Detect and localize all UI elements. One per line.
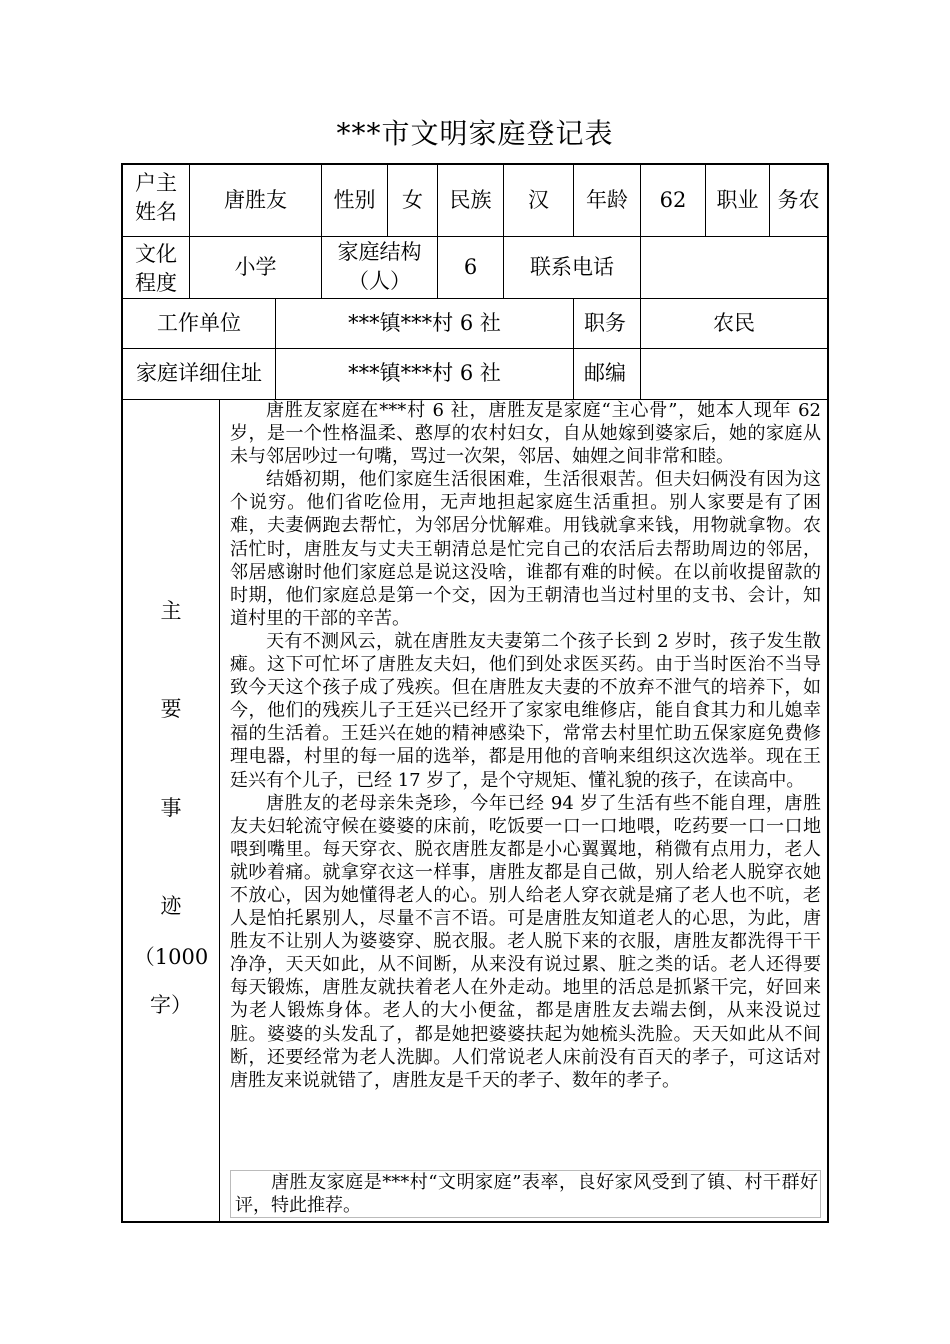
phone-value [641, 236, 827, 298]
deeds-side-label [123, 399, 220, 1223]
occupation-value: 务农 [777, 188, 820, 212]
row-workplace [123, 298, 827, 349]
deeds-label-char-3: 事 [160, 796, 182, 820]
family-size-label-line1: 家庭结构 [337, 240, 422, 264]
family-size-label [322, 236, 438, 298]
head-name-label-line2: 姓名 [135, 200, 177, 224]
gender-label: 性别 [322, 165, 388, 236]
row-address [123, 348, 827, 400]
deeds-label-char-2: 要 [160, 697, 182, 721]
deeds-paragraph: 唐胜友的老母亲朱尧珍，今年已经 94 岁了生活有些不能自理，唐胜友夫妇轮流守候在婆婆的床前，吃饭要一口一口地喂，吃药要一口一口地喂到嘴里。每天穿衣、脱衣唐胜友都是小心翼翼地，稍微有点用力，老人就吵着痛。就拿穿衣这一样事，唐胜友都是自己做，别人给老人脱穿衣她不放心，因为她懂得老人的心。别人给老人穿衣就是痛了老人也不吭，老人是怕托累别人，尽量不言不语。可是唐胜友知道老人的心思，为此，唐胜友不让别人为婆婆穿、脱衣服。老人脱下来的衣服，唐胜友都洗得干干净净，天天如此，从不间断，从来没有说过累、脏之类的话。老人还得要每天锻炼，唐胜友就扶着老人在外走动。地里的活总是抓紧干完，好回来为老人锻炼身体。老人的大小便盆，都是唐胜友去端去倒，从来没说过脏。婆婆的头发乱了，都是她把婆婆扶起为她梳头洗脸。天天如此从不间断，还要经常为老人洗脚。人们常说老人床前没有百天的孝子，可这话对唐胜友来说就错了，唐胜友是千天的孝子、数年的孝子。 [230, 792, 821, 1091]
age-label: 年龄 [574, 165, 641, 236]
head-name-label [123, 165, 190, 236]
deeds-paragraph: 唐胜友家庭在***村 6 社，唐胜友是家庭“主心骨”，她本人现年 62 岁，是一个性格温柔、憨厚的农村妇女，自从她嫁到婆家后，她的家庭从未与邻居吵过一句嘴，骂过一次架，邻居、妯娌之间非常和睦。 [230, 400, 821, 468]
postcode-label: 邮编 [574, 348, 641, 399]
postcode-value [641, 348, 827, 399]
phone-label: 联系电话 [504, 236, 641, 298]
ethnicity-label: 民族 [438, 165, 504, 236]
workplace-value: ***镇***村 6 社 [276, 298, 574, 348]
gender-value: 女 [388, 165, 438, 236]
ethnicity-value: 汉 [504, 165, 574, 236]
row-education [123, 236, 827, 299]
deeds-label-unit: 字） [150, 993, 192, 1017]
workplace-label: 工作单位 [123, 298, 276, 348]
education-label-line2: 程度 [135, 271, 177, 295]
education-label [123, 236, 190, 298]
occupation-label: 职业 [706, 165, 770, 236]
deeds-label-char-1: 主 [160, 599, 182, 623]
deeds-text [220, 399, 827, 1159]
deeds-label-count: （1000 [133, 945, 209, 969]
page-title: ***市文明家庭登记表 [336, 117, 614, 150]
address-label: 家庭详细住址 [123, 348, 276, 399]
deeds-label-char-4: 迹 [160, 894, 182, 918]
deeds-paragraph: 天有不测风云，就在唐胜友夫妻第二个孩子长到 2 岁时，孩子发生散瘫。这下可忙坏了唐胜友夫妇，他们到处求医买药。由于当时医治不当导致今天这个孩子成了残疾。但在唐胜友夫妻的不放弃不泄气的培养下，如今，他们的残疾儿子王廷兴已经开了家家电维修店，能自食其力和儿媳幸福的生活着。王廷兴在她的精神感染下，常常去村里忙助五保家庭免费修理电器，村里的每一届的选举，都是用他的音响来组织这次选举。现在王廷兴有个儿子，已经 17 岁了，是个守规矩、懂礼貌的孩子，在读高中。 [230, 630, 821, 791]
address-value: ***镇***村 6 社 [276, 348, 574, 399]
recommendation-box[interactable] [230, 1170, 821, 1218]
family-size-value: 6 [438, 236, 504, 298]
head-name-value: 唐胜友 [190, 165, 322, 236]
family-size-label-line2: （人） [348, 269, 411, 293]
position-value: 农民 [713, 310, 755, 335]
registration-form [121, 163, 829, 1223]
education-value: 小学 [190, 236, 322, 298]
head-name-label-line1: 户主 [135, 171, 177, 195]
deeds-paragraph: 结婚初期，他们家庭生活很困难，生活很艰苦。但夫妇俩没有因为这个说穷。他们省吃俭用，无声地担起家庭生活重担。别人家要是有了困难，夫妻俩跑去帮忙，为邻居分忧解难。用钱就拿来钱，用物就拿物。农活忙时，唐胜友与丈夫王朝清总是忙完自己的农活后去帮助周边的邻居，邻居感谢时他们家庭总是说这没啥，谁都有难的时候。在以前收提留款的时期，他们家庭总是第一个交，因为王朝清也当过村里的支书、会计，知道村里的干部的辛苦。 [230, 469, 821, 629]
row-basic-info [123, 165, 827, 237]
age-value: 62 [641, 165, 706, 236]
recommendation-text: 唐胜友家庭是***村“文明家庭”表率，良好家风受到了镇、村干群好评，特此推荐。 [235, 1172, 818, 1216]
position-label: 职务 [574, 298, 641, 348]
education-label-line1: 文化 [135, 242, 177, 266]
